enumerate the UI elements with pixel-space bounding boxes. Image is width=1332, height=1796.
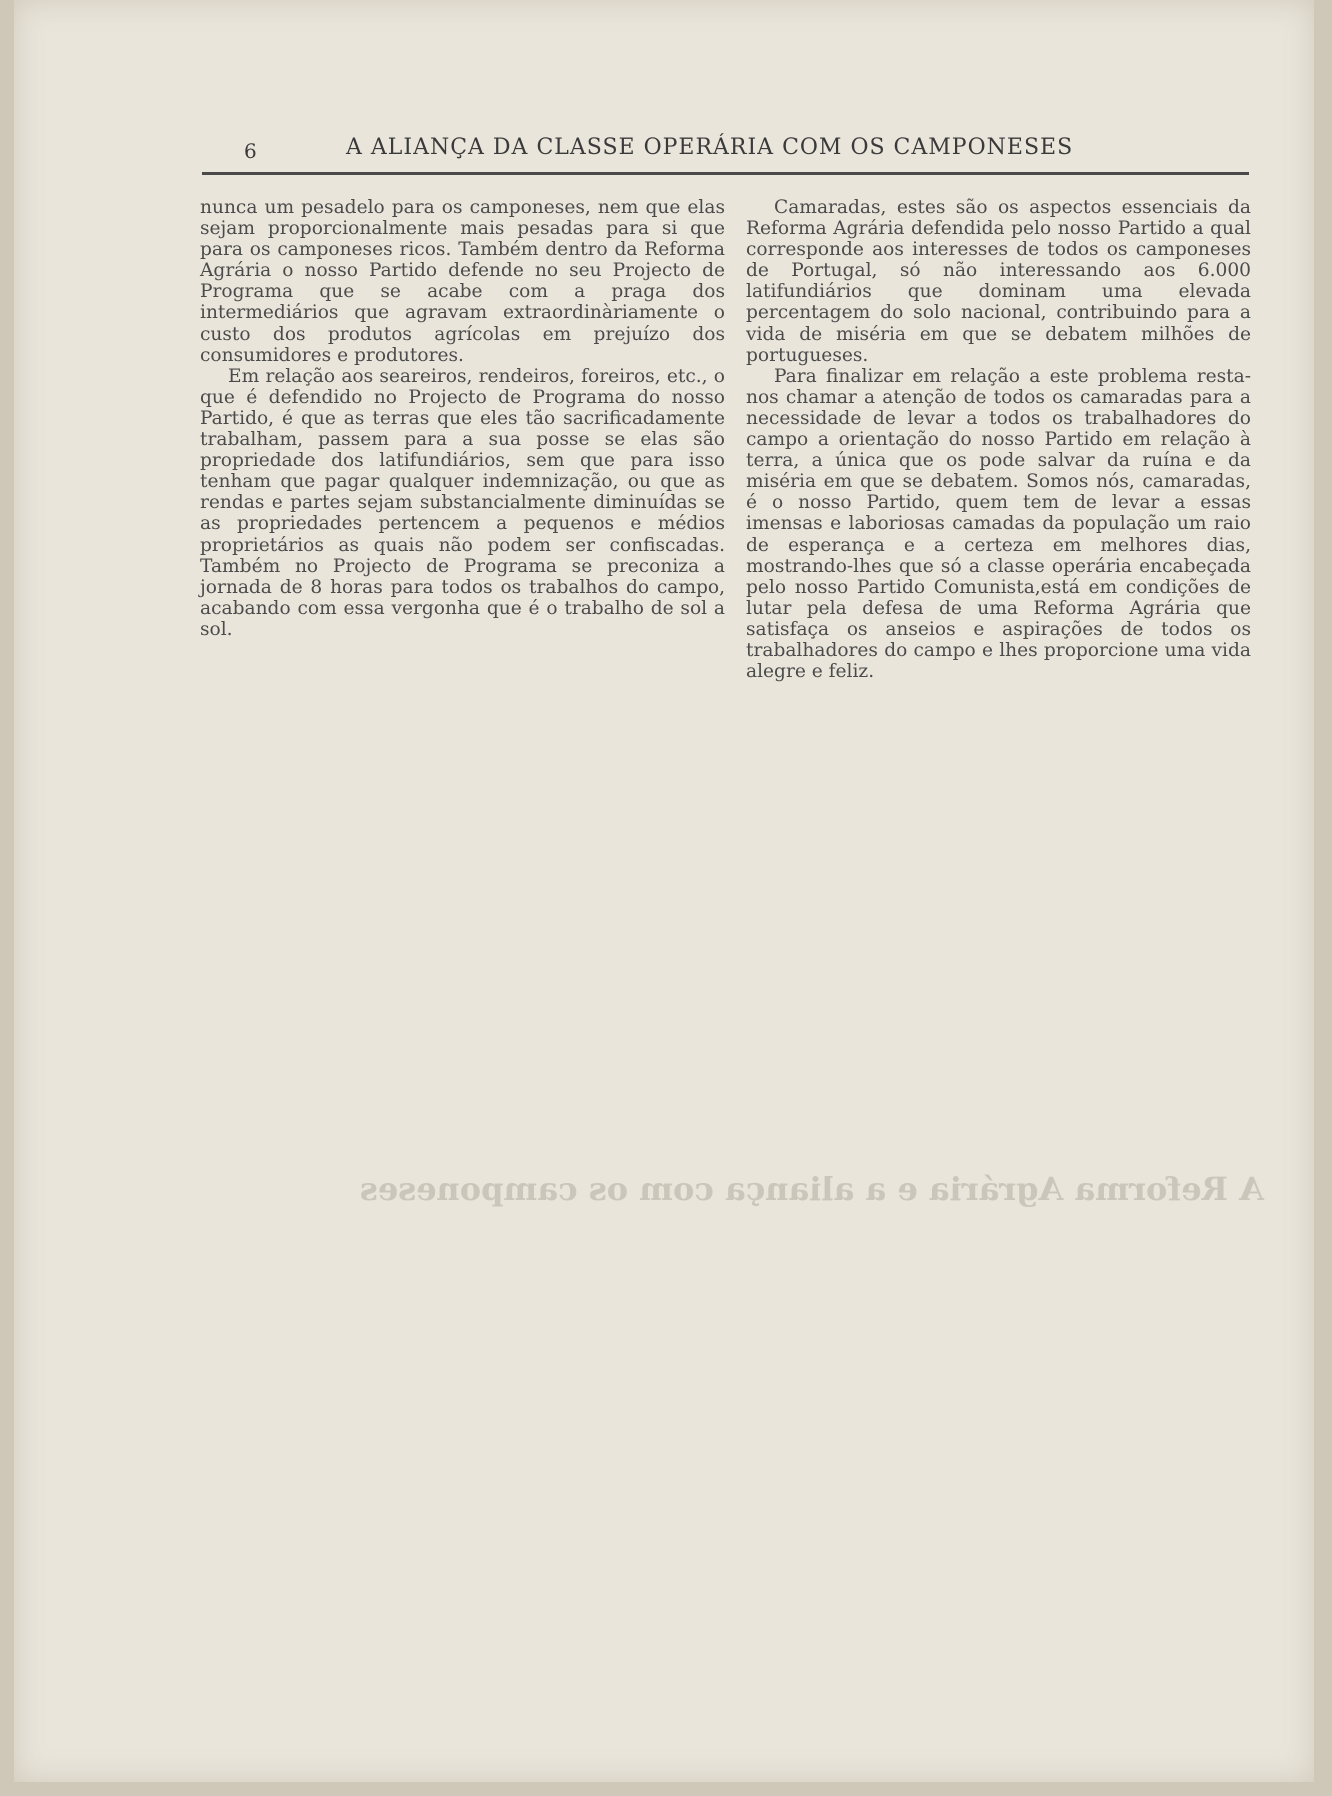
header-rule bbox=[202, 172, 1249, 175]
left-column bbox=[200, 197, 725, 640]
paragraph: Camaradas, estes são os aspectos essenciais da Reforma Agrária defendida pelo nosso Partido a qual corresponde aos interesses de todos os camponeses de Portugal, só não interessando aos 6.000 latifundiários que dominam uma elevada percentagem do solo nacional, contribuindo para a vida de miséria em que se debatem milhões de portugueses. bbox=[746, 197, 1251, 366]
paragraph: Em relação aos seareiros, rendeiros, foreiros, etc., o que é defendido no Projecto de Programa do nosso Partido, é que as terras que eles tão sacrificadamente trabalham, passem para a sua posse se elas são propriedade dos latifundiários, sem que para isso tenham que pagar qualquer indemnização, ou que as rendas e partes sejam substancialmente diminuídas se as propriedades pertencem a pequenos e médios proprietários as quais não podem ser confiscadas. Também no Projecto de Programa se preconiza a jornada de 8 horas para todos os trabalhos do campo, acabando com essa vergonha que é o trabalho de sol a sol. bbox=[200, 365, 725, 640]
right-column bbox=[746, 197, 1251, 682]
document-page bbox=[14, 0, 1314, 1782]
page-header bbox=[244, 133, 1244, 163]
paragraph: Para finalizar em relação a este problema resta-nos chamar a atenção de todos os camaradas para a necessidade de levar a todos os trabalhadores do campo a orientação do nosso Partido em relação à terra, a única que os pode salvar da ruína e da miséria em que se debatem. Somos nós, camaradas, é o nosso Partido, quem tem de levar a essas imensas e laboriosas camadas da população um raio de esperança e a certeza em melhores dias, mostrando-lhes que só a classe operária encabeçada pelo nosso Partido Comunista,está em condições de lutar pela defesa de uma Reforma Agrária que satisfaça os anseios e aspirações de todos os trabalhadores do campo e lhes proporcione uma vida alegre e feliz. bbox=[746, 365, 1251, 683]
running-title: A ALIANÇA DA CLASSE OPERÁRIA COM OS CAMPONESES bbox=[346, 135, 1074, 160]
paragraph: nunca um pesadelo para os camponeses, nem que elas sejam proporcionalmente mais pesadas para si que para os camponeses ricos. Também dentro da Reforma Agrária o nosso Partido defende no seu Projecto de Programa que se acabe com a praga dos intermediários que agravam extraordinàriamente o custo dos produtos agrícolas em prejuízo dos consumidores e produtores. bbox=[200, 197, 725, 366]
show-through-text: A Reforma Agrária e a aliança com os camponeses bbox=[359, 1170, 1264, 1208]
page-number: 6 bbox=[244, 139, 257, 163]
